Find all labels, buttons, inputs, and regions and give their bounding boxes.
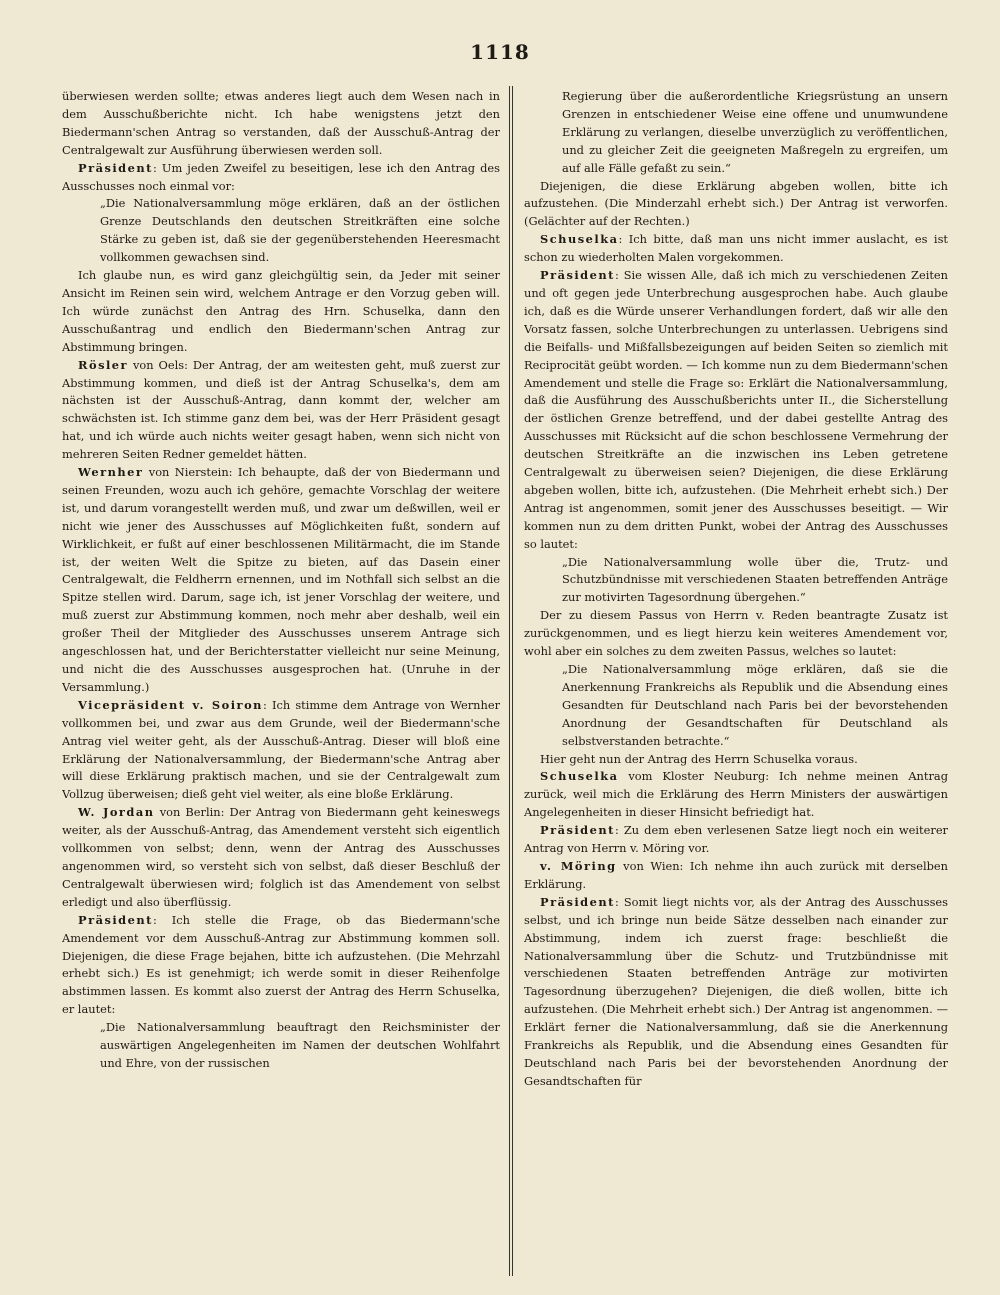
quoted-motion xyxy=(100,195,500,267)
quote-text: Regierung über die außerordentliche Kriegsrüstung an unsern Grenzen in entschiedener Weise eine offene und unumwundene Erklärung zu verlangen, dieselbe unverzüglich zu veröffentlichen, und zu gleicher Zeit die geeigneten Maßregeln zu ergreifen, um auf alle Fälle gefaßt zu sein.“ xyxy=(562,89,948,175)
speech-paragraph: Präsident: Ich stelle die Frage, ob das Biedermann'sche Amendement vor dem Ausschuß-Antrag zur Abstimmung kommen soll. Diejenigen, die diese Frage bejahen, bitte ich aufzustehen. (Die Mehrzahl erhebt sich.) Es ist genehmigt; ich werde somit in dieser Reihenfolge abstimmen lassen. Es kommt also zuerst der Antrag des Herrn Schuselka, er lautet: xyxy=(62,912,500,1017)
body-paragraph xyxy=(62,88,500,160)
quoted-motion xyxy=(562,554,948,608)
speech-paragraph xyxy=(62,357,500,464)
page-number: 1118 xyxy=(470,40,530,64)
paragraph-text: überwiesen werden sollte; etwas anderes liegt auch dem Wesen nach in dem Ausschußberichte nicht. Ich habe wenigstens jetzt den Biedermann'schen Antrag so verstanden, daß der Ausschuß-Antrag der Centralgewalt zur Ausführung überwiesen werden soll. xyxy=(62,89,500,157)
quote-text: „Die Nationalversammlung beauftragt den Reichsminister der auswärtigen Angelegenheiten im Namen der deutschen Wohlfahrt und Ehre, von der russischen xyxy=(100,1020,500,1070)
speech-text: vom Kloster Neuburg: Ich nehme meinen Antrag zurück, weil mich die Erklärung des Herrn Ministers der auswärtigen Angelegenheiten in dieser Hinsicht befriedigt hat. xyxy=(524,769,948,820)
speaker-name: Schuselka xyxy=(540,769,619,784)
speech-paragraph: Präsident: Um jeden Zweifel zu beseitigen, lese ich den Antrag des Ausschusses noch einmal vor: xyxy=(62,160,500,193)
speech-text: von Oels: Der Antrag, der am weitesten geht, muß zuerst zur Abstimmung kommen, und dieß ist der Antrag Schuselka's, dem am nächsten ist der Ausschuß-Antrag, dann kommt der, welcher am schwächsten ist. Ich stimme ganz dem bei, was der Herr Präsident gesagt hat, und ich würde auch nichts weiter gesagt haben, wenn sich nicht von mehreren Seiten Redner gemeldet hätten. xyxy=(62,357,500,462)
quoted-motion xyxy=(562,88,948,178)
speech-text: Zu dem eben verlesenen Satze liegt noch ein weiterer Antrag von Herrn v. Möring vor. xyxy=(524,823,948,856)
speech-text: Sie wissen Alle, daß ich mich zu verschiedenen Zeiten und oft gegen jede Unterbrechung ausgesprochen habe. Auch glaube ich, daß es die Würde unserer Verhandlungen fordert, daß wir alle den Vorsatz fassen, solche Unterbrechungen zu unterlassen. Uebrigens sind die Beifalls- und Mißfallsbezeigungen auf beiden Seiten so ziemlich mit Reciprocität geübt worden. — Ich komme nun zu dem Biedermann'schen Amendement und stelle die Frage so: Erklärt die Nationalversammlung, daß die Ausführung des Ausschußberichts unter II., die Sicherstellung der östlichen Grenze betreffend, und der dabei gestellte Antrag des Ausschusses mit Rücksicht auf die schon beschlossene Vermehrung der deutschen Streitkräfte an die inzwischen ins Leben getretene Centralgewalt zu überweisen seien? Diejenigen, die diese Erklärung abgeben wollen, bitte ich, aufzustehen. (Die Mehrheit erhebt sich.) Der Antrag ist angenommen, somit jener des Ausschusses beseitigt. — Wir kommen nun zu dem dritten Punkt, wobei der Antrag des Ausschusses so lautet: xyxy=(524,268,948,551)
speech-text: von Berlin: Der Antrag von Biedermann geht keineswegs weiter, als der Ausschuß-Antrag, das Amendement versteht sich eigentlich vollkommen von selbst; denn, wenn der Antrag des Ausschusses angenommen wird, so versteht sich von selbst, daß dieser Beschluß der Centralgewalt überwiesen wird; folglich ist das Amendement von selbst erledigt und also überflüssig. xyxy=(62,805,500,909)
speaker-name: W. Jordan xyxy=(78,805,155,820)
speaker-name: v. Möring xyxy=(540,858,617,873)
body-paragraph xyxy=(524,178,948,232)
speech-text: Somit liegt nichts vor, als der Antrag des Ausschusses selbst, und ich bringe nun beide Sätze desselben nach einander zur Abstimmung, indem ich zuerst frage: beschließt die Nationalversammlung über die Schutz- und Trutzbündnisse mit verschiedenen Staaten betreffenden Anträge zur motivirten Tagesordnung überzugehen? Diejenigen, die dieß wollen, bitte ich aufzustehen. (Die Mehrheit erhebt sich.) Der Antrag ist angenommen. — Erklärt ferner die Nationalversammlung, daß sie die Anerkennung Frankreichs als Republik, und die Absendung eines Gesandten für Deutschland nach Paris bei der bevorstehenden Anordnung der Gesandtschaften für xyxy=(524,894,948,1088)
paragraph-text: Diejenigen, die diese Erklärung abgeben wollen, bitte ich aufzustehen. (Die Minderzahl erhebt sich.) Der Antrag ist verworfen. (Gelächter auf der Rechten.) xyxy=(524,178,948,229)
column-divider xyxy=(512,86,513,1276)
speech-paragraph xyxy=(524,858,948,894)
body-paragraph xyxy=(524,751,948,769)
left-column xyxy=(62,88,500,1288)
speech-paragraph xyxy=(62,804,500,911)
speech-paragraph: Schuselka: Ich bitte, daß man uns nicht immer auslacht, es ist schon zu wiederholten Malen vorgekommen. xyxy=(524,232,948,265)
paragraph-text: Hier geht nun der Antrag des Herrn Schuselka voraus. xyxy=(540,751,858,766)
column-divider xyxy=(509,86,510,1276)
speech-paragraph: Präsident: Somit liegt nichts vor, als der Antrag des Ausschusses selbst, und ich bringe nun beide Sätze desselben nach einander zur Abstimmung, indem ich zuerst frage: beschließt die Nationalversammlung über die Schutz- und Trutzbündnisse mit verschiedenen Staaten betreffenden Anträge zur motivirten Tagesordnung überzugehen? Diejenigen, die dieß wollen, bitte ich aufzustehen. (Die Mehrheit erhebt sich.) Der Antrag ist angenommen. — Erklärt ferner die Nationalversammlung, daß sie die Anerkennung Frankreichs als Republik, und die Absendung eines Gesandten für Deutschland nach Paris bei der bevorstehenden Anordnung der Gesandtschaften für xyxy=(524,894,948,1088)
body-paragraph xyxy=(62,267,500,357)
quoted-motion xyxy=(562,661,948,751)
speech-paragraph: Präsident: Zu dem eben verlesenen Satze liegt noch ein weiterer Antrag von Herrn v. Möring vor. xyxy=(524,823,948,856)
speech-text: Ich stelle die Frage, ob das Biedermann'sche Amendement vor dem Ausschuß-Antrag zur Abstimmung kommen soll. Diejenigen, die diese Frage bejahen, bitte ich aufzustehen. (Die Mehrzahl erhebt sich.) Es ist genehmigt; ich werde somit in dieser Reihenfolge abstimmen lassen. Es kommt also zuerst der Antrag des Herrn Schuselka, er lautet: xyxy=(62,912,500,1017)
quote-text: „Die Nationalversammlung möge erklären, daß sie die Anerkennung Frankreichs als Republik und die Absendung eines Gesandten für Deutschland nach Paris bei der bevorstehenden Anordnung der Gesandtschaften für Deutschland als selbstverstanden betrachte.“ xyxy=(562,662,948,748)
quote-text: „Die Nationalversammlung möge erklären, daß an der östlichen Grenze Deutschlands den deutschen Streitkräften eine solche Stärke zu geben ist, daß sie der gegenüberstehenden Heeresmacht vollkommen gewachsen sind. xyxy=(100,196,500,265)
speech-paragraph xyxy=(524,768,948,822)
quote-text: „Die Nationalversammlung wolle über die, Trutz- und Schutzbündnisse mit verschiedenen Staaten betreffenden Anträge zur motivirten Tagesordnung übergehen.“ xyxy=(562,554,948,605)
speech-paragraph: Präsident: Sie wissen Alle, daß ich mich zu verschiedenen Zeiten und oft gegen jede Unterbrechung ausgesprochen habe. Auch glaube ich, daß es die Würde unserer Verhandlungen fordert, daß wir alle den Vorsatz fassen, solche Unterbrechungen zu unterlassen. Uebrigens sind die Beifalls- und Mißfallsbezeigungen auf beiden Seiten so ziemlich mit Reciprocität geübt worden. — Ich komme nun zu dem Biedermann'schen Amendement und stelle die Frage so: Erklärt die Nationalversammlung, daß die Ausführung des Ausschußberichts unter II., die Sicherstellung der östlichen Grenze betreffend, und der dabei gestellte Antrag des Ausschusses mit Rücksicht auf die schon beschlossene Vermehrung der deutschen Streitkräfte an die inzwischen ins Leben getretene Centralgewalt zu überweisen seien? Diejenigen, die diese Erklärung abgeben wollen, bitte ich, aufzustehen. (Die Mehrheit erhebt sich.) Der Antrag ist angenommen, somit jener des Ausschusses beseitigt. — Wir kommen nun zu dem dritten Punkt, wobei der Antrag des Ausschusses so lautet: xyxy=(524,268,948,551)
paragraph-text: Ich glaube nun, es wird ganz gleichgültig sein, da Jeder mit seiner Ansicht im Reinen sein wird, welchem Antrage er den Vorzug geben will. Ich würde zunächst den Antrag des Hrn. Schuselka, dann den Ausschußantrag und endlich den Biedermann'schen Antrag zur Abstimmung bringen. xyxy=(62,268,500,354)
speaker-name: Präsident xyxy=(540,268,615,283)
speech-paragraph: Vicepräsident v. Soiron: Ich stimme dem Antrage von Wernher vollkommen bei, und zwar aus dem Grunde, weil der Biedermann'sche Antrag viel weiter geht, als der Ausschuß-Antrag. Dieser will bloß eine Erklärung der Nationalversammlung, der Biedermann'sche Antrag aber will diese Erklärung praktisch machen, und sie der Centralgewalt zum Vollzug überweisen; dieß geht viel weiter, als eine bloße Erklärung. xyxy=(62,697,500,802)
speaker-name: Präsident xyxy=(78,912,153,927)
quoted-motion xyxy=(100,1019,500,1073)
speech-text: von Wien: Ich nehme ihn auch zurück mit derselben Erklärung. xyxy=(524,858,948,891)
speech-text: Um jeden Zweifel zu beseitigen, lese ich den Antrag des Ausschusses noch einmal vor: xyxy=(62,160,500,193)
speaker-name: Schuselka xyxy=(540,232,619,247)
speech-text: Ich stimme dem Antrage von Wernher vollkommen bei, und zwar aus dem Grunde, weil der Biedermann'sche Antrag viel weiter geht, als der Ausschuß-Antrag. Dieser will bloß eine Erklärung der Nationalversammlung, der Biedermann'sche Antrag aber will diese Erklärung praktisch machen, und sie der Centralgewalt zum Vollzug überweisen; dieß geht viel weiter, als eine bloße Erklärung. xyxy=(62,697,500,802)
speaker-name: Rösler xyxy=(78,357,129,372)
speaker-name: Wernher xyxy=(78,465,144,480)
speaker-name: Präsident xyxy=(540,894,615,909)
speech-text: von Nierstein: Ich behaupte, daß der von Biedermann und seinen Freunden, wozu auch ich gehöre, gemachte Vorschlag der weitere ist, und darum vorangestellt werden muß, und zwar um deßwillen, weil er nicht wie jener des Ausschusses auf Möglichkeiten fußt, sondern auf Wirklichkeit, er fußt auf einer beschlossenen Militärmacht, die im Stande ist, der weiten Welt die Spitze zu bieten, auf das Dasein einer Centralgewalt, die Feldherrn ernennen, und im Nothfall sich selbst an die Spitze stellen wird. Darum, sage ich, ist jener Vorschlag der weitere, und muß zuerst zur Abstimmung kommen, noch mehr aber deshalb, weil ein großer Theil der Mitglieder des Ausschusses unserem Antrage sich angeschlossen hat, und der Berichterstatter vielleicht nur seine Meinung, und nicht die des Ausschusses ausgesprochen hat. (Unruhe in der Versammlung.) xyxy=(62,465,500,694)
speaker-name: Präsident xyxy=(540,823,615,838)
paragraph-text: Der zu diesem Passus von Herrn v. Reden beantragte Zusatz ist zurückgenommen, und es liegt hierzu kein weiteres Amendement vor, wohl aber ein solches zu dem zweiten Passus, welches so lautet: xyxy=(524,608,948,659)
speaker-name: Präsident xyxy=(78,160,153,175)
speech-paragraph xyxy=(62,464,500,697)
speech-text: Ich bitte, daß man uns nicht immer auslacht, es ist schon zu wiederholten Malen vorgekommen. xyxy=(524,232,948,265)
right-column xyxy=(524,88,948,1288)
speaker-name: Vicepräsident v. Soiron xyxy=(78,697,263,712)
body-paragraph xyxy=(524,607,948,661)
